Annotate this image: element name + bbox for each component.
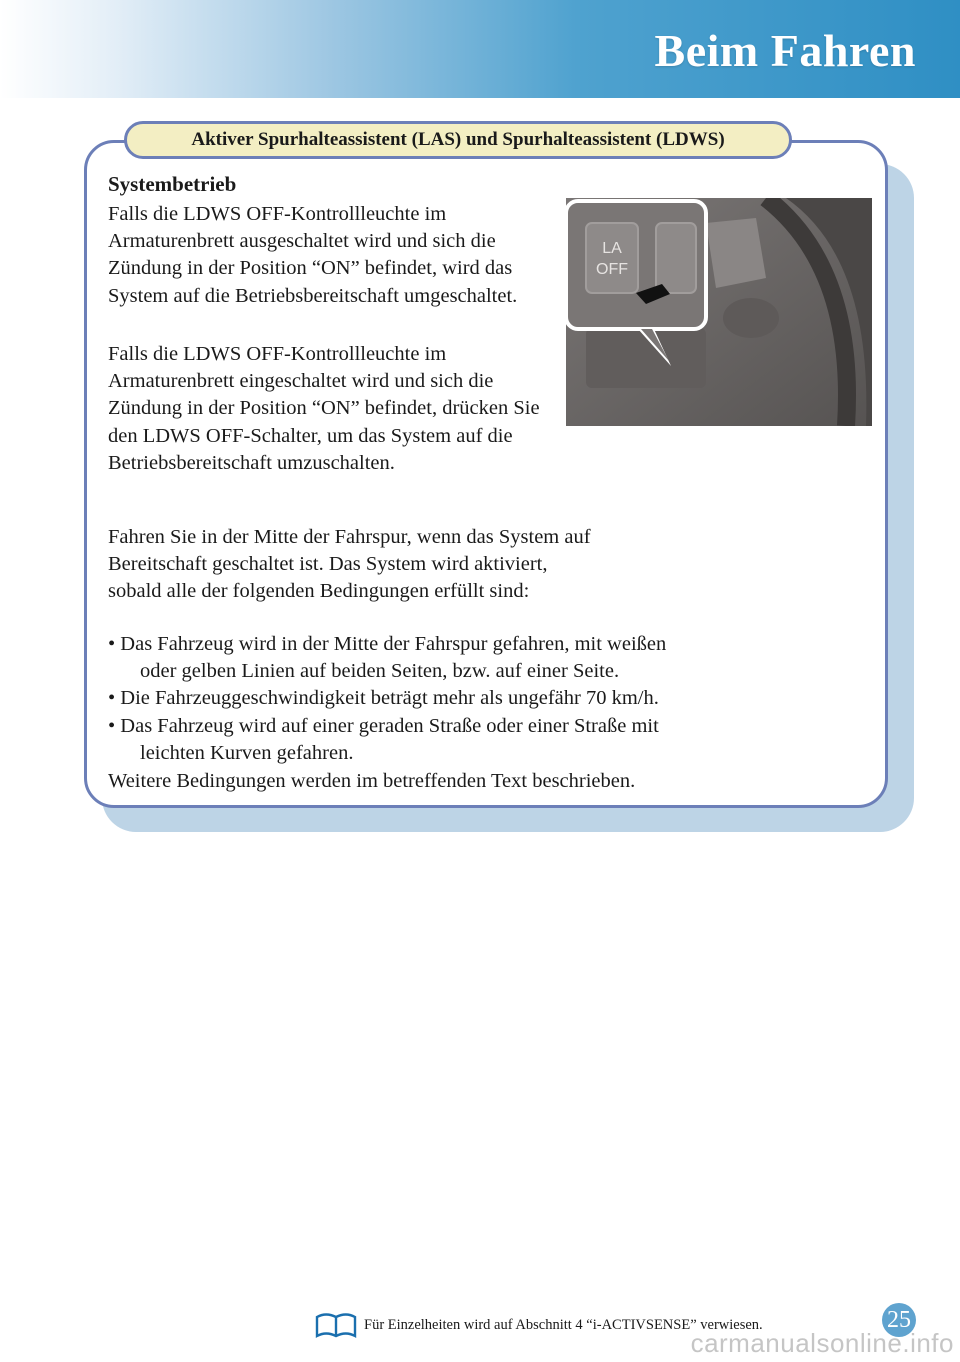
subheading: Systembetrieb xyxy=(108,172,237,196)
list-item xyxy=(108,631,868,685)
condition-list xyxy=(108,631,868,767)
closing-sentence: Weitere Bedingungen werden im betreffenden Text beschrieben. xyxy=(108,770,636,792)
watermark: carmanualsonline.info xyxy=(690,1328,954,1358)
paragraph-3: Fahren Sie in der Mitte der Fahrspur, wenn das System auf Bereitschaft geschaltet ist. Das System wird aktiviert, sobald alle der folgenden Bedingungen erfüllt sind: xyxy=(108,526,591,603)
reference-note: Für Einzelheiten wird auf Abschnitt 4 “i-ACTIVSENSE” verwiesen. xyxy=(364,1317,763,1333)
page-number: 25 xyxy=(882,1303,916,1337)
paragraph-2: Falls die LDWS OFF-Kontrollleuchte im Armaturenbrett eingeschaltet wird und sich die Zündung in der Position “ON” befindet, drücken Sie den LDWS OFF-Schalter, um das System auf die Betriebsbereitschaft umzuschalten. xyxy=(108,343,540,474)
page-header xyxy=(0,0,960,98)
list-item-continuation: oder gelben Linien auf beiden Seiten, bzw. auf einer Seite. xyxy=(140,660,620,683)
list-item-line: • Das Fahrzeug wird auf einer geraden Straße oder einer Straße mit xyxy=(108,714,659,737)
list-item-line: • Die Fahrzeuggeschwindigkeit beträgt mehr als ungefähr 70 km/h. xyxy=(108,687,659,710)
list-item-line: • Das Fahrzeug wird in der Mitte der Fahrspur gefahren, mit weißen xyxy=(108,633,667,655)
list-item-continuation: leichten Kurven gefahren. xyxy=(140,741,354,764)
paragraph-1: Falls die LDWS OFF-Kontrollleuchte im Armaturenbrett ausgeschaltet wird und sich die Zündung in der Position “ON” befindet, wird das System auf die Betriebsbereitschaft umgeschaltet. xyxy=(108,203,518,307)
list-item xyxy=(108,713,868,767)
switch-label-off: OFF xyxy=(596,261,628,278)
list-item xyxy=(108,685,868,712)
dashboard-photo xyxy=(566,198,872,426)
switch-label-top: LA xyxy=(602,240,622,257)
section-title-tab: Aktiver Spurhalteassistent (LAS) und Spurhalteassistent (LDWS) xyxy=(124,121,792,159)
chapter-title: Beim Fahren xyxy=(654,25,916,76)
dashboard-illustration xyxy=(566,198,872,426)
book-icon xyxy=(314,1311,358,1339)
